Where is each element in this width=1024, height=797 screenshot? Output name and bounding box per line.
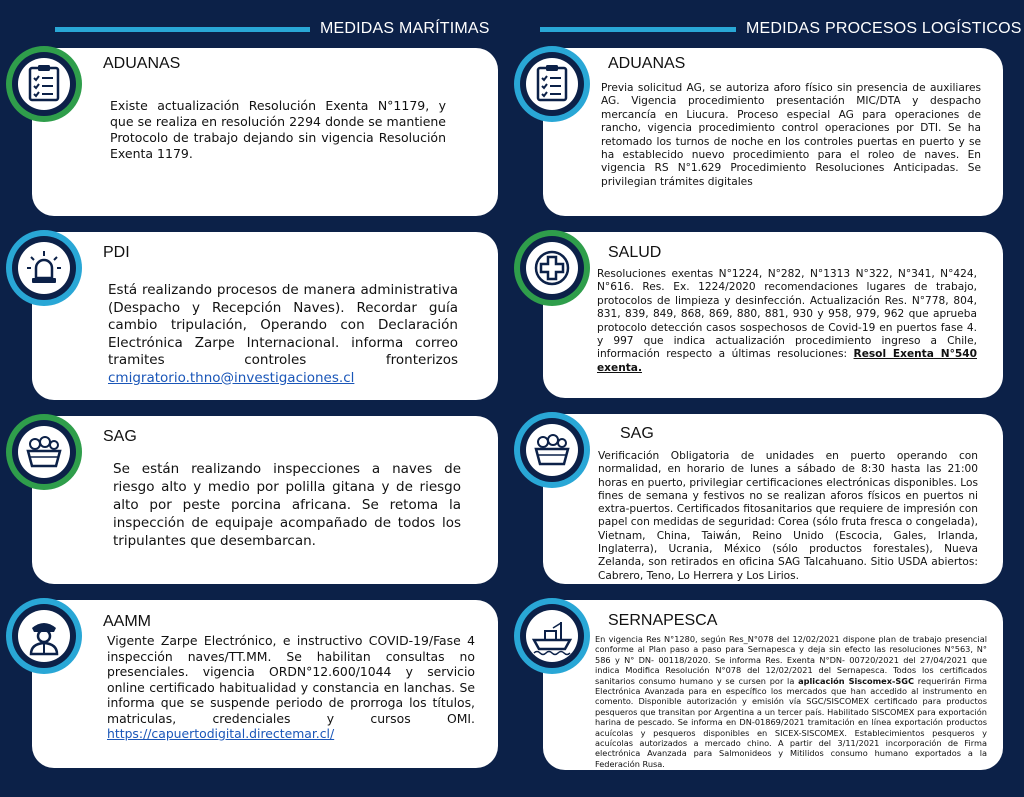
- aduanas-maritimas-badge: [6, 46, 82, 122]
- left-section-header: [55, 14, 490, 44]
- pdi-text: Está realizando procesos de manera administrativa (Despacho y Recepción Naves). Recordar guía cambio tripulación, Operando con Declaración Electrónica Zarpe Internacional. informa correo tramites controles fronterizos: [108, 282, 458, 368]
- sernapesca-badge: [514, 598, 590, 674]
- aamm-title: AAMM: [103, 613, 151, 630]
- sag-logisticos-title: SAG: [620, 425, 654, 442]
- sernapesca-text-1: En vigencia Res N°1280, según Res_N°078 del 12/02/2021 dispone plan de trabajo presencial conforme al Plan paso a paso para Sernapesca y deja sin efecto las resoluciones N°563, N° 586 y N° DN- 00118/2020. Se informa Res. Exenta N°DN- 00720/2021 del 27/04/2021 que indica Modifica Resolución N°078 del 12/02/2021 del Sernapesca. Todos los certificados sanitarios consumo humano y se cursen por la: [595, 634, 987, 686]
- left-section-title: MEDIDAS MARÍTIMAS: [320, 20, 490, 37]
- salud-title: SALUD: [608, 244, 662, 261]
- aduanas-maritimas-text: Existe actualización Resolución Exenta N°1179, y que se realiza en resolución 2294 donde se mantiene Protocolo de trabajo dejando sin vigencia Resolución Exenta 1179.: [110, 98, 446, 161]
- sag-maritimas-text: Se están realizando inspecciones a naves de riesgo alto y medio por polilla gitana y de riesgo alto por peste porcina africana. Se retoma la inspección de equipaje acompañado de todos los tripulantes que desembarcan.: [113, 461, 461, 549]
- salud-resolution-link[interactable]: Resol Exenta N°540 exenta.: [597, 348, 977, 374]
- produce-basket-icon: [24, 432, 64, 472]
- salud-text: Resoluciones exentas N°1224, N°282, N°1313 N°322, N°341, N°424, N°616. Res. Ex. 1224/2020 recomendaciones lugares de trabajo, protocolos de limpieza y desinfección. Actualización Res. N°778, 804, 831, 839, 849, 868, 869, 880, 881, 930 y 958, 979, 962 que aprueba protocolo detección casos sospechosos de Covid-19 en puertos fase 4. y 997 que indica actualización procedimiento ingreso a Chile, información respecto a últimas resoluciones:: [597, 268, 977, 361]
- clipboard-icon: [24, 64, 64, 104]
- sag-maritimas-badge: [6, 414, 82, 490]
- sag-logisticos-text: Verificación Obligatoria de unidades en puerto operando con normalidad, en horario de lunes a sábado de 8:30 hasta las 21:00 horas en puerto, privilegiar certificaciones electrónicas disponibles. Los fines de semana y festivos no se realizan aforos físicos en puertos ni extra-puertos. Certificados fitosanitarios que requiere de impresión con papel con medidas de seguridad: Corea (sólo fruta fresca o congelada), Vietnam, China, Taiwán, Reino Unido (Escocia, Gales, Irlanda, Inglaterra), Ucrania, México (sólo productos forestales), Nueva Zelanda, son retirados en oficina SAG Talcahuano. Sitio USDA abiertos: Cabrero, Teno, Lo Herrera y Los Lirios.: [598, 450, 978, 582]
- pdi-text-block: [108, 282, 458, 387]
- aduanas-maritimas-title: ADUANAS: [103, 55, 181, 72]
- aamm-text: Vigente Zarpe Electrónico, e instructivo COVID-19/Fase 4 inspección naves/TT.MM. Se habilitan consultas no presenciales. vigencia ORDN°12.600/1044 y servicio online certificado habitualidad y constancia en lanchas. Se informa que se suspende periodo de prorroga los títulos, matriculas, credenciales y cursos OMI.: [107, 633, 475, 726]
- sernapesca-bold-text: aplicación Siscomex-SGC: [798, 675, 915, 686]
- aamm-link[interactable]: https://capuertodigital.directemar.cl/: [107, 726, 335, 741]
- sernapesca-text-2: requerirán Firma Electrónica Avanzada para en específico los mercados que han accedido al instrumento en comento. Disponible autorización y emisión vía SGC/SISCOMEX certificado para productos pesqueros que transitan por Argentina a un tercer país. Habilitado SISCOMEX para exportación harina de pescado. Se informa en DN-01869/2021 tramitación en línea exportación productos acuícolas y pesqueros disponibles en SICEX-SISCOMEX. Establecimientos pesqueros y acuícolas autorizados a mercado chino. A partir del 3/11/2021 incorporación de Firma electrónica Avanzada para Salmonideos y Mitilidos consumo humano exportados a la Federación Rusa.: [595, 675, 987, 769]
- siren-icon: [24, 248, 64, 288]
- clipboard-icon: [532, 64, 572, 104]
- aamm-text-block: [107, 633, 475, 742]
- sernapesca-text-block: [595, 634, 987, 769]
- pdi-badge: [6, 230, 82, 306]
- fishing-boat-icon: [531, 616, 573, 656]
- right-section-header: [540, 14, 1022, 44]
- sag-logisticos-badge: [514, 412, 590, 488]
- sernapesca-title: SERNAPESCA: [608, 612, 718, 629]
- aamm-badge: [6, 598, 82, 674]
- pdi-title: PDI: [103, 244, 130, 261]
- captain-icon: [24, 616, 64, 656]
- aduanas-logisticos-badge: [514, 46, 590, 122]
- aduanas-logisticos-text: Previa solicitud AG, se autoriza aforo físico sin presencia de auxiliares AG. Vigencia procedimiento presentación MIC/DTA y despacho mercancía en Liucura. Proceso especial AG para operaciones de rancho, vigencia procedimiento control operaciones por DTI. Se ha retomado los turnos de noche en los controles puertas en puerto y se ha establecido nuevo procedimiento para el roleo de naves. En vigencia RS N°1.629 Procedimiento Resoluciones Anticipadas. Se privilegian trámites digitales: [601, 82, 981, 188]
- salud-badge: [514, 230, 590, 306]
- pdi-email-link[interactable]: cmigratorio.thno@investigaciones.cl: [108, 369, 355, 386]
- aduanas-logisticos-title: ADUANAS: [608, 55, 686, 72]
- medical-cross-icon: [532, 248, 572, 288]
- sag-maritimas-title: SAG: [103, 428, 137, 445]
- right-section-title: MEDIDAS PROCESOS LOGÍSTICOS: [746, 20, 1022, 37]
- salud-text-block: [597, 268, 977, 375]
- produce-basket-icon: [532, 430, 572, 470]
